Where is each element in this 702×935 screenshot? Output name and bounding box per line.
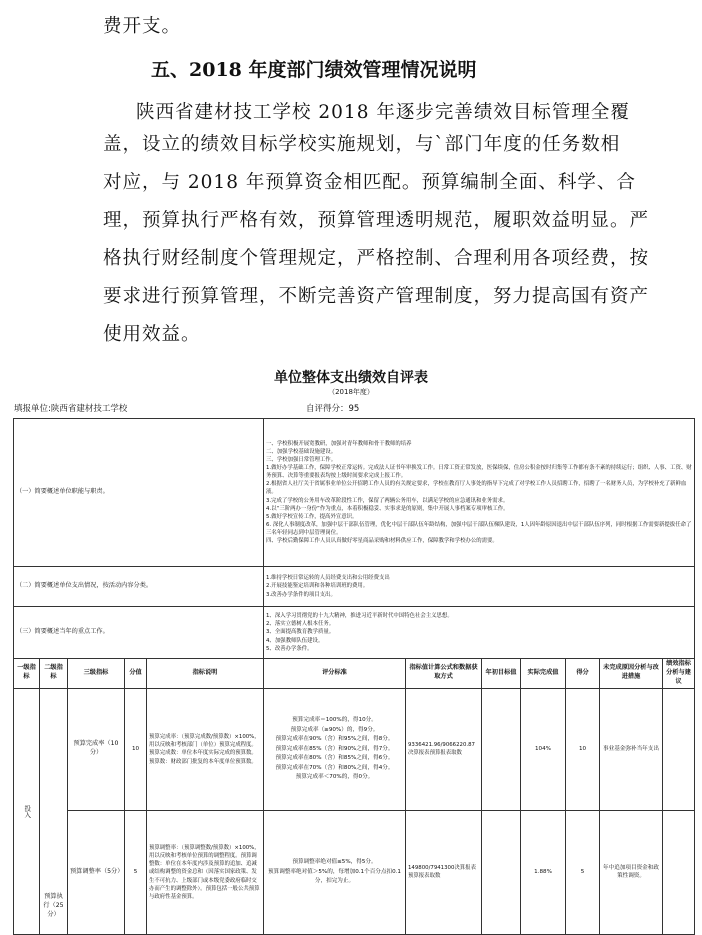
- std-line: 预算完成率＜70%的，得0分。: [295, 774, 374, 781]
- std-line: 预算完成率在85%（含）和90%之间，得7分。: [275, 745, 394, 752]
- row-2-actual: 1.88%: [521, 810, 566, 934]
- s1-line: 三、学校加强日常管理工作。: [266, 457, 337, 463]
- row-1-target: [482, 688, 521, 810]
- s1-line: 3.完成了学校的公务用车改革阶段性工作，保留了两辆公务用车，以满足学校的应急通讯和业务需求。: [266, 497, 509, 504]
- level-1-cell: 投入: [14, 688, 40, 934]
- section-1-text: [264, 419, 695, 567]
- std-line: 预算完成率（≥90%）的，得9分。: [290, 726, 379, 733]
- row-1-actual: 104%: [521, 688, 566, 810]
- header-description: 指标说明: [147, 659, 264, 689]
- section-3-label: （三）简要概述当年的重点工作。: [14, 607, 264, 659]
- header-got-score: 得分: [566, 659, 600, 689]
- row-1-got: 10: [566, 688, 600, 810]
- s3-line: 5、改善办学条件。: [266, 645, 313, 652]
- performance-table: [13, 418, 695, 935]
- header-advice: 绩效指标分析与建议: [663, 659, 695, 689]
- row-1-name: 预算完成率（10分）: [68, 688, 125, 810]
- section-2-label: （二）简要概述单位支出情况，按活动内容分类。: [14, 567, 264, 607]
- row-2-score: 5: [125, 810, 147, 934]
- std-line: 预算调整率绝对值＞5%的，每增加0.1个百分点扣0.1分，扣完为止。: [268, 868, 401, 885]
- header-target: 年初目标值: [482, 659, 521, 689]
- body-line-4: 理，预算执行严格有效，预算管理透明规范，履职效益明显。严: [103, 210, 650, 231]
- body-line-6: 要求进行预算管理，不断完善资产管理制度，努力提高国有资产: [103, 286, 650, 307]
- table-title: 单位整体支出绩效自评表: [274, 370, 428, 386]
- s3-line: 3、全面提高教育教学质量。: [266, 629, 335, 636]
- s3-line: 1、深入学习贯彻党的十九大精神，推进习近平新时代中国特色社会主义思想。: [266, 613, 453, 620]
- s1-line: 1.做好办学基础工作，保障学校正常运转。完成法人证书年审换发工作。日常工资正常发放，医保续保，住房公积金按时归集等工作都有条不紊的持续运行；组织、人事、工资、财务预算、决算等重要报表均按上级时间要求完成上报工作。: [266, 465, 692, 480]
- row-1-formula: 9336421.96/9066220.87决算报表预算报表取数: [406, 688, 482, 810]
- row-1-score: 10: [125, 688, 147, 810]
- header-standard: 评分标准: [264, 659, 406, 689]
- reporting-unit: 填报单位:陕西省建材技工学校: [14, 404, 128, 414]
- s1-line: 5.做好学校宣传工作，提高外宣意识。: [266, 513, 358, 520]
- row-2-desc: 预算调整率：（预算调整数/预算数）×100%，用以反映和考核单位预算的调整程度。预算调整数：单位在本年度内涉及预算的追加、追减或结构调整的资金总和（因落实国家政策、发生不可抗力、上级部门或本级党委政府临时交办而产生的调整除外）。预算包括一般公共预算与政府性基金预算。: [147, 810, 264, 934]
- header-score: 分值: [125, 659, 147, 689]
- s1-line: 2.根据省人社厅关于省属事业单位公开招聘工作人员的有关规定要求，学校在教育厅人事处的指导下完成了对学校工作人员招聘工作，招聘了一名财务人员，为学校补充了新鲜血液。: [266, 481, 687, 496]
- s1-line: 四、学校后勤保障工作人员认真做好零星商品采购和材料供应工作，保障教学和学校办公的需要。: [266, 538, 498, 545]
- body-line-1: 陕西省建材技工学校 2018 年逐步完善绩效目标管理全覆: [136, 102, 630, 123]
- section-3-text: [264, 607, 695, 659]
- row-2-standard: [264, 810, 406, 934]
- row-1-reason: 事业基金弥补当年支出: [600, 688, 663, 810]
- body-line-7: 使用效益。: [103, 324, 201, 345]
- body-line-2: 盖，设立的绩效目标学校实施规划，与`部门年度的任务数相: [103, 134, 621, 155]
- row-2-reason: 年中追加项目资金和政策性调资。: [600, 810, 663, 934]
- section-2-text: [264, 567, 695, 607]
- std-line: 预算完成率在70%（含）和80%之间，得4分。: [275, 764, 394, 771]
- s1-line: 6. 深化人事制度改革，加强中层干部队伍管理，优化中层干部队伍年龄结构，加强中层干部队伍梯队建设，1人因年龄原因退出中层干部队伍序列，同时根据工作需要新提拔任命了三名年轻同志到中层管理岗位。: [266, 521, 692, 536]
- header-reason: 未完成原因分析与改进措施: [600, 659, 663, 689]
- row-2-advice: [663, 810, 695, 934]
- std-line: 预算完成率＝100%的，得10分。: [292, 717, 377, 724]
- table-year: （2018年度）: [328, 388, 374, 396]
- header-actual: 实际完成值: [521, 659, 566, 689]
- s3-line: 4、加强教师队伍建设。: [266, 637, 324, 644]
- row-1-standard: [264, 688, 406, 810]
- std-line: 预算完成率在80%（含）和85%之间，得6分。: [275, 755, 394, 762]
- section-1-label: （一）简要概述单位职能与职责。: [14, 419, 264, 567]
- std-line: 预算调整率绝对值≤5%，得5分。: [292, 859, 377, 866]
- s1-line: 4.以“三阶两办一身份”作为重点，本着积极稳妥、实事求是的原则，集中开展人事档案专项审核工作。: [266, 505, 509, 512]
- s2-line: 2.开展技能鉴定培训和各种培训班的费用。: [266, 583, 369, 590]
- row-2-got: 5: [566, 810, 600, 934]
- header-level-1: 一级指标: [14, 659, 40, 689]
- section-heading: 五、2018 年度部门绩效管理情况说明: [151, 59, 477, 81]
- body-line-5: 格执行财经制度个管理规定，严格控制、合理利用各项经费，按: [103, 248, 650, 269]
- s2-line: 1.维持学校日常运转的人员经费支出和公用经费支出: [266, 575, 390, 582]
- self-score: 自评得分：95: [306, 404, 360, 414]
- s1-line: 二、加强学校基础设施建设。: [266, 448, 337, 455]
- s3-line: 2、落实立德树人根本任务。: [266, 621, 335, 628]
- row-1-advice: [663, 688, 695, 810]
- row-2-name: 预算调整率（5分）: [68, 810, 125, 934]
- s1-line: 一、学校积极开展宽教研，加强对青年教师和骨干教师的培养: [266, 440, 412, 447]
- row-1-desc: 预算完成率：（预算完成数/预算数）×100%，用以反映和考核部门（单位）预算完成程度。预算完成数：单位本年度实际完成的预算数。预算数：财政部门批复的本年度单位预算数。: [147, 688, 264, 810]
- header-formula: 指标值计算公式和数据获取方式: [406, 659, 482, 689]
- row-2-formula: 149800/7941300决算报表预算报表取数: [406, 810, 482, 934]
- row-2-target: [482, 810, 521, 934]
- header-level-2: 二级指标: [40, 659, 68, 689]
- level-2-cell: 预算执行（25分）: [40, 688, 68, 934]
- s2-line: 3.改善办学条件的项目支出。: [266, 591, 336, 598]
- std-line: 预算完成率在90%（含）和95%之间，得8分。: [275, 736, 394, 743]
- body-line-0: 费开支。: [103, 16, 182, 37]
- header-level-3: 三级指标: [68, 659, 125, 689]
- body-line-3: 对应，与 2018 年预算资金相匹配。预算编制全面、科学、合: [103, 172, 636, 193]
